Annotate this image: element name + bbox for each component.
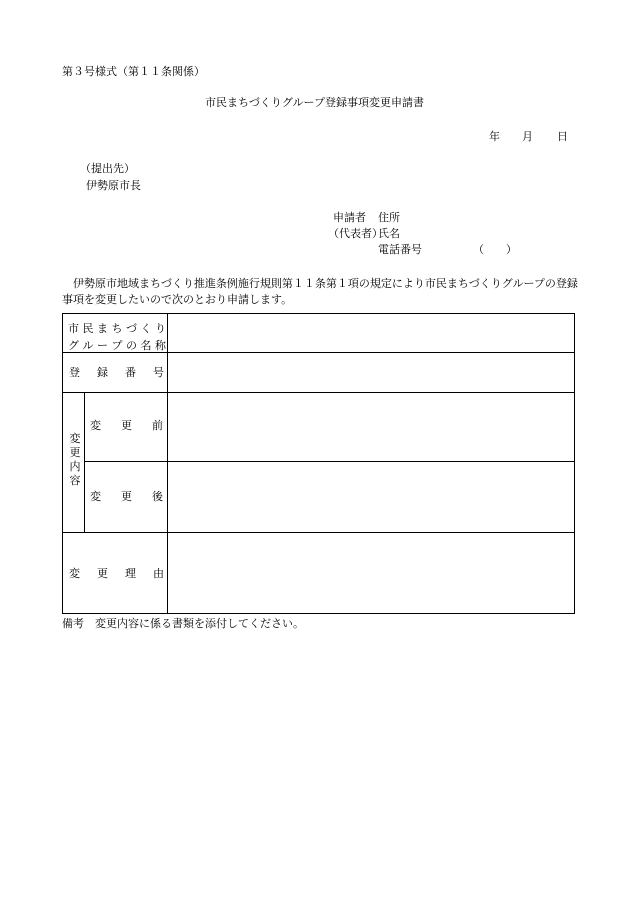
label-char: 番 (125, 366, 136, 379)
label-char: 由 (153, 567, 164, 580)
change-reason-field[interactable] (169, 534, 572, 611)
label-char: 民 (82, 322, 94, 335)
after-change-label (90, 491, 163, 502)
label-char: 更 (97, 567, 108, 580)
label-char: の (126, 339, 137, 352)
application-statement: 伊勢原市地域まちづくり推進条例施行規則第１１条第１項の規定により市民まちづくりグループの登録事項を変更したいので次のとおり申請します。 (62, 277, 578, 306)
form-number: 第３号様式（第１１条関係） (62, 65, 205, 78)
label-char: づ (126, 322, 137, 335)
label-char: プ (111, 339, 123, 352)
label-char: 理 (125, 567, 136, 580)
label-char: り (155, 322, 166, 335)
name-label: 氏名 (378, 227, 400, 240)
date-day-label: 日 (557, 130, 568, 143)
phone-area-code-parens: （ ） (473, 243, 517, 256)
label-char: ま (97, 322, 108, 335)
table-rule (84, 461, 574, 462)
label-char: く (140, 322, 152, 335)
table-rule (63, 532, 574, 533)
label-char: 市 (68, 322, 79, 335)
date-year-label: 年 (489, 130, 500, 143)
before-change-label (90, 420, 163, 431)
label-char: ち (111, 322, 123, 335)
application-table (62, 313, 575, 614)
label-char: 変 (69, 567, 80, 580)
before-change-field[interactable] (169, 394, 572, 459)
label-char: 号 (153, 366, 164, 379)
table-rule (84, 392, 85, 532)
phone-label: 電話番号 (378, 243, 422, 256)
recipient-label: （提出先） (80, 162, 135, 175)
group-name-label (68, 320, 166, 354)
recipient-name: 伊勢原市長 (86, 179, 141, 192)
registration-number-label (69, 367, 164, 378)
document-title: 市民まちづくりグループ登録事項変更申請書 (205, 96, 425, 109)
label-char: 称 (155, 339, 166, 352)
table-rule (63, 392, 574, 393)
applicant-label: 申請者 (333, 211, 366, 224)
change-content-label: 変更内容 (69, 432, 81, 487)
label-char: 後 (152, 490, 163, 503)
label-char: 更 (121, 419, 132, 432)
label-char: 前 (152, 419, 163, 432)
label-char: 登 (69, 366, 80, 379)
change-reason-label (69, 568, 164, 579)
group-name-field[interactable] (169, 316, 572, 350)
group-name-label-line2 (68, 337, 166, 354)
label-char: 名 (140, 339, 152, 352)
label-char: 録 (97, 366, 108, 379)
label-char: グ (68, 339, 79, 352)
registration-number-field[interactable] (169, 354, 572, 390)
group-name-label-line1 (68, 320, 166, 337)
remarks-note: 備考 変更内容に係る書類を添付してください。 (62, 617, 304, 630)
date-month-label: 月 (522, 130, 533, 143)
label-char: 更 (121, 490, 132, 503)
label-char: ー (97, 339, 108, 352)
representative-label: （代表者） (328, 227, 383, 240)
label-char: ル (82, 339, 94, 352)
table-rule (167, 314, 168, 613)
label-char: 変 (90, 419, 101, 432)
address-label: 住所 (378, 211, 400, 224)
label-char: 変 (90, 490, 101, 503)
after-change-field[interactable] (169, 463, 572, 530)
